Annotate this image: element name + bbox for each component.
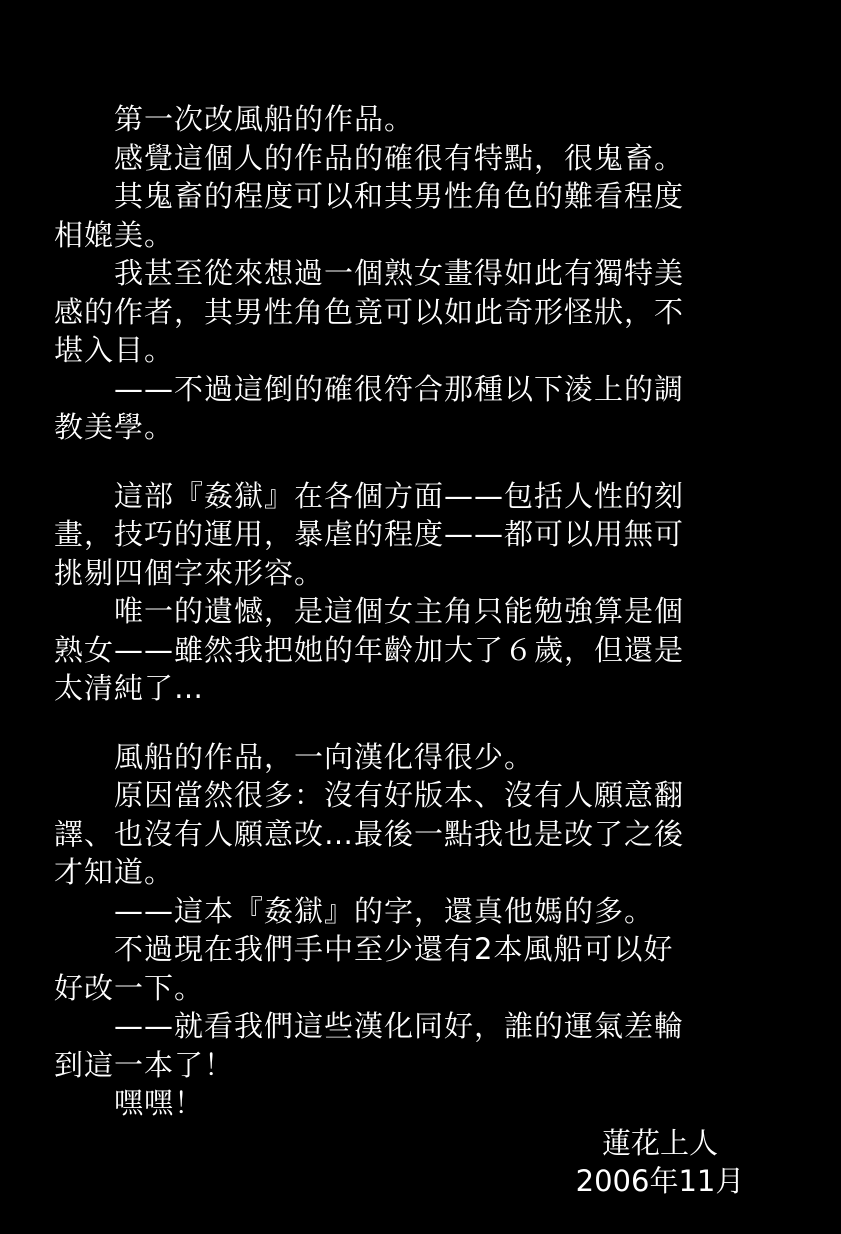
paragraph-1 bbox=[54, 100, 789, 447]
paragraph-2 bbox=[54, 477, 789, 708]
text-line: 相媲美。 bbox=[54, 217, 175, 252]
paragraph-3 bbox=[54, 738, 789, 1123]
text-line: 我甚至從來想過一個熟女畫得如此有獨特美 bbox=[54, 256, 685, 290]
signature bbox=[560, 1124, 760, 1200]
text-line: 譯、也沒有人願意改…最後一點我也是改了之後 bbox=[54, 816, 685, 851]
text-line: 風船的作品，一向漢化得很少。 bbox=[54, 739, 535, 774]
text-line: 嘿嘿！ bbox=[54, 1086, 205, 1120]
text-line: 不過現在我們手中至少還有2本風船可以好 bbox=[54, 932, 674, 966]
text-line: 原因當然很多：沒有好版本、沒有人願意翻 bbox=[54, 778, 685, 812]
text-line: 感覺這個人的作品的確很有特點，很鬼畜。 bbox=[54, 140, 685, 175]
text-line: ——就看我們這些漢化同好，誰的運氣差輪 bbox=[54, 1009, 685, 1043]
text-line: 才知道。 bbox=[54, 855, 175, 889]
text-line: 挑剔四個字來形容。 bbox=[54, 555, 325, 590]
paragraph-spacer bbox=[54, 447, 789, 477]
text-line: 其鬼畜的程度可以和其男性角色的難看程度 bbox=[54, 179, 685, 213]
text-line: 這部『姦獄』在各個方面——包括人性的刻 bbox=[54, 478, 685, 513]
text-line: 好改一下。 bbox=[54, 970, 205, 1005]
text-line: 感的作者，其男性角色竟可以如此奇形怪狀，不 bbox=[54, 294, 685, 329]
text-line: ——這本『姦獄』的字，還真他媽的多。 bbox=[54, 893, 655, 928]
text-line: 太清純了… bbox=[54, 671, 205, 705]
text-line: 熟女——雖然我把她的年齡加大了６歲，但還是 bbox=[54, 632, 685, 667]
text-line: 第一次改風船的作品。 bbox=[54, 102, 415, 136]
signature-author: 蓮花上人 bbox=[601, 1126, 718, 1160]
text-line: ——不過這倒的確很符合那種以下淩上的調 bbox=[54, 371, 685, 406]
text-line: 唯一的遺憾，是這個女主角只能勉強算是個 bbox=[54, 594, 685, 628]
afterword-text bbox=[54, 100, 789, 1123]
paragraph-spacer bbox=[54, 708, 789, 738]
text-line: 到這一本了！ bbox=[54, 1047, 235, 1082]
text-line: 堪入目。 bbox=[54, 333, 175, 367]
signature-date: 2006年11月 bbox=[575, 1164, 745, 1198]
text-line: 畫，技巧的運用，暴虐的程度——都可以用無可 bbox=[54, 517, 685, 551]
text-line: 教美學。 bbox=[54, 410, 175, 444]
